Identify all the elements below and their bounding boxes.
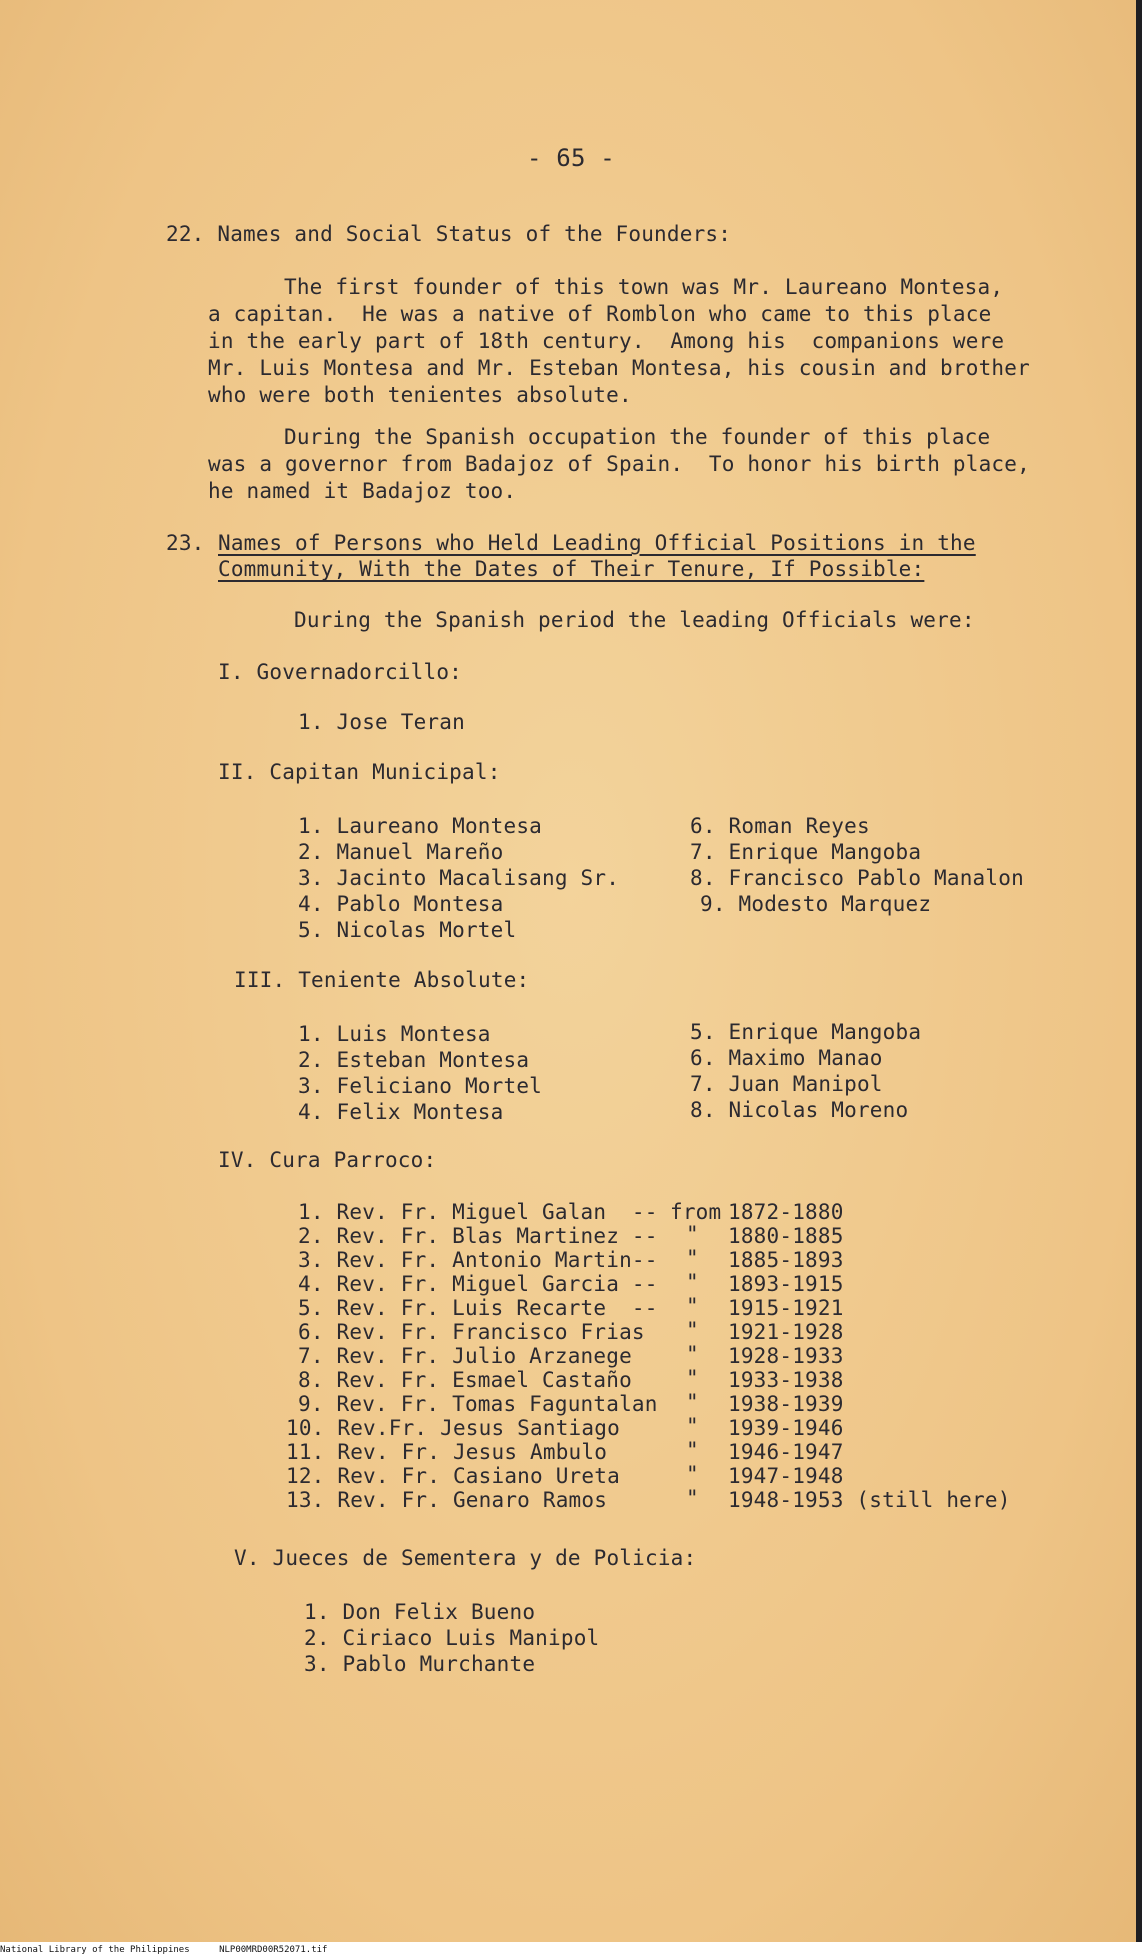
table-row-mark: from — [670, 1200, 722, 1224]
list-item: 2. Esteban Montesa — [298, 1048, 530, 1072]
s22-p2-line: was a governor from Badajoz of Spain. To honor his birth place, — [208, 452, 1030, 476]
section-23-heading: Community, With the Dates of Their Tenure, If Possible: — [218, 557, 925, 581]
table-row-mark: " — [686, 1246, 699, 1270]
table-row-name: 8. Rev. Fr. Esmael Castaño — [298, 1368, 632, 1392]
section-23-number: 23. — [166, 531, 205, 555]
list-item: 3. Feliciano Mortel — [298, 1074, 543, 1098]
list-item: 1. Don Felix Bueno — [304, 1600, 536, 1624]
s22-p1-line: in the early part of 18th century. Among his companions were — [208, 329, 1005, 353]
list-item: 1. Laureano Montesa — [298, 814, 543, 838]
table-row-name: 2. Rev. Fr. Blas Martinez -- — [298, 1224, 658, 1248]
s22-p2-line: he named it Badajoz too. — [208, 479, 517, 503]
list-item: 3. Pablo Murchante — [304, 1652, 536, 1676]
list-item: 7. Enrique Mangoba — [690, 840, 922, 864]
table-row-mark: " — [686, 1486, 699, 1510]
section-22-heading: 22. Names and Social Status of the Founders: — [166, 222, 732, 246]
list-item: 5. Nicolas Mortel — [298, 918, 517, 942]
cura-parroco-title: IV. Cura Parroco: — [218, 1148, 437, 1172]
list-item: 1. Jose Teran — [298, 710, 465, 734]
table-row-name: 1. Rev. Fr. Miguel Galan -- — [298, 1200, 658, 1224]
table-row-mark: " — [686, 1438, 699, 1462]
footer-file: NLP00MRD00R52071.tif — [219, 1945, 328, 1955]
table-row-mark: " — [686, 1390, 699, 1414]
table-row-name: 10. Rev.Fr. Jesus Santiago — [286, 1416, 620, 1440]
list-item: 7. Juan Manipol — [690, 1072, 883, 1096]
teniente-absolute-title: III. Teniente Absolute: — [234, 968, 530, 992]
table-row-mark: " — [686, 1222, 699, 1246]
table-row-years: 1921-1928 — [728, 1320, 844, 1344]
list-item: 1. Luis Montesa — [298, 1022, 491, 1046]
table-row-years: 1928-1933 — [728, 1344, 844, 1368]
list-item: 5. Enrique Mangoba — [690, 1020, 922, 1044]
table-row-name: 13. Rev. Fr. Genaro Ramos — [286, 1488, 608, 1512]
list-item: 2. Manuel Mareño — [298, 840, 504, 864]
section-23-intro: During the Spanish period the leading Officials were: — [294, 608, 975, 632]
table-row-years: 1939-1946 — [728, 1416, 844, 1440]
section-23-heading: Names of Persons who Held Leading Official Positions in the — [218, 531, 976, 555]
list-item: 8. Francisco Pablo Manalon — [690, 866, 1024, 890]
table-row-name: 7. Rev. Fr. Julio Arzanege — [298, 1344, 632, 1368]
jueces-title: V. Jueces de Sementera y de Policia: — [234, 1546, 697, 1570]
capitan-municipal-title: II. Capitan Municipal: — [218, 760, 501, 784]
scan-edge — [1136, 0, 1142, 1958]
governadorcillo-title: I. Governadorcillo: — [218, 660, 463, 684]
s22-p1-line: The first founder of this town was Mr. Laureano Montesa, — [284, 275, 1004, 299]
table-row-mark: " — [686, 1294, 699, 1318]
table-row-years: 1893-1915 — [728, 1272, 844, 1296]
list-item: 4. Felix Montesa — [298, 1100, 504, 1124]
table-row-mark: " — [686, 1462, 699, 1486]
list-item: 6. Maximo Manao — [690, 1046, 883, 1070]
page-number: - 65 - — [527, 144, 615, 172]
list-item: 3. Jacinto Macalisang Sr. — [298, 866, 620, 890]
s22-p2-line: During the Spanish occupation the founder of this place — [284, 425, 991, 449]
s22-p1-line: a capitan. He was a native of Romblon who came to this place — [208, 302, 992, 326]
table-row-name: 4. Rev. Fr. Miguel Garcia -- — [298, 1272, 658, 1296]
table-row-name: 6. Rev. Fr. Francisco Frias — [298, 1320, 645, 1344]
footer-library: National Library of the Philippines — [0, 1945, 190, 1955]
table-row-mark: " — [686, 1342, 699, 1366]
s22-p1-line: Mr. Luis Montesa and Mr. Esteban Montesa, his cousin and brother — [208, 356, 1030, 380]
list-item: 9. Modesto Marquez — [700, 892, 932, 916]
table-row-years: 1885-1893 — [728, 1248, 844, 1272]
table-row-name: 9. Rev. Fr. Tomas Faguntalan — [298, 1392, 658, 1416]
table-row-name: 3. Rev. Fr. Antonio Martin-- — [298, 1248, 658, 1272]
table-row-years: 1938-1939 — [728, 1392, 844, 1416]
table-row-years: 1947-1948 — [728, 1464, 844, 1488]
list-item: 8. Nicolas Moreno — [690, 1098, 909, 1122]
table-row-name: 12. Rev. Fr. Casiano Ureta — [286, 1464, 620, 1488]
list-item: 4. Pablo Montesa — [298, 892, 504, 916]
list-item: 2. Ciriaco Luis Manipol — [304, 1626, 600, 1650]
table-row-mark: " — [686, 1318, 699, 1342]
table-row-years: 1946-1947 — [728, 1440, 844, 1464]
table-row-years: 1880-1885 — [728, 1224, 844, 1248]
table-row-name: 5. Rev. Fr. Luis Recarte -- — [298, 1296, 658, 1320]
table-row-mark: " — [686, 1270, 699, 1294]
list-item: 6. Roman Reyes — [690, 814, 870, 838]
table-row-years: 1872-1880 — [728, 1200, 844, 1224]
table-row-name: 11. Rev. Fr. Jesus Ambulo — [286, 1440, 608, 1464]
table-row-years: 1948-1953 (still here) — [728, 1488, 1011, 1512]
table-row-mark: " — [686, 1366, 699, 1390]
s22-p1-line: who were both tenientes absolute. — [208, 383, 632, 407]
table-row-years: 1933-1938 — [728, 1368, 844, 1392]
table-row-mark: " — [686, 1414, 699, 1438]
table-row-years: 1915-1921 — [728, 1296, 844, 1320]
scan-footer — [0, 1942, 1142, 1958]
